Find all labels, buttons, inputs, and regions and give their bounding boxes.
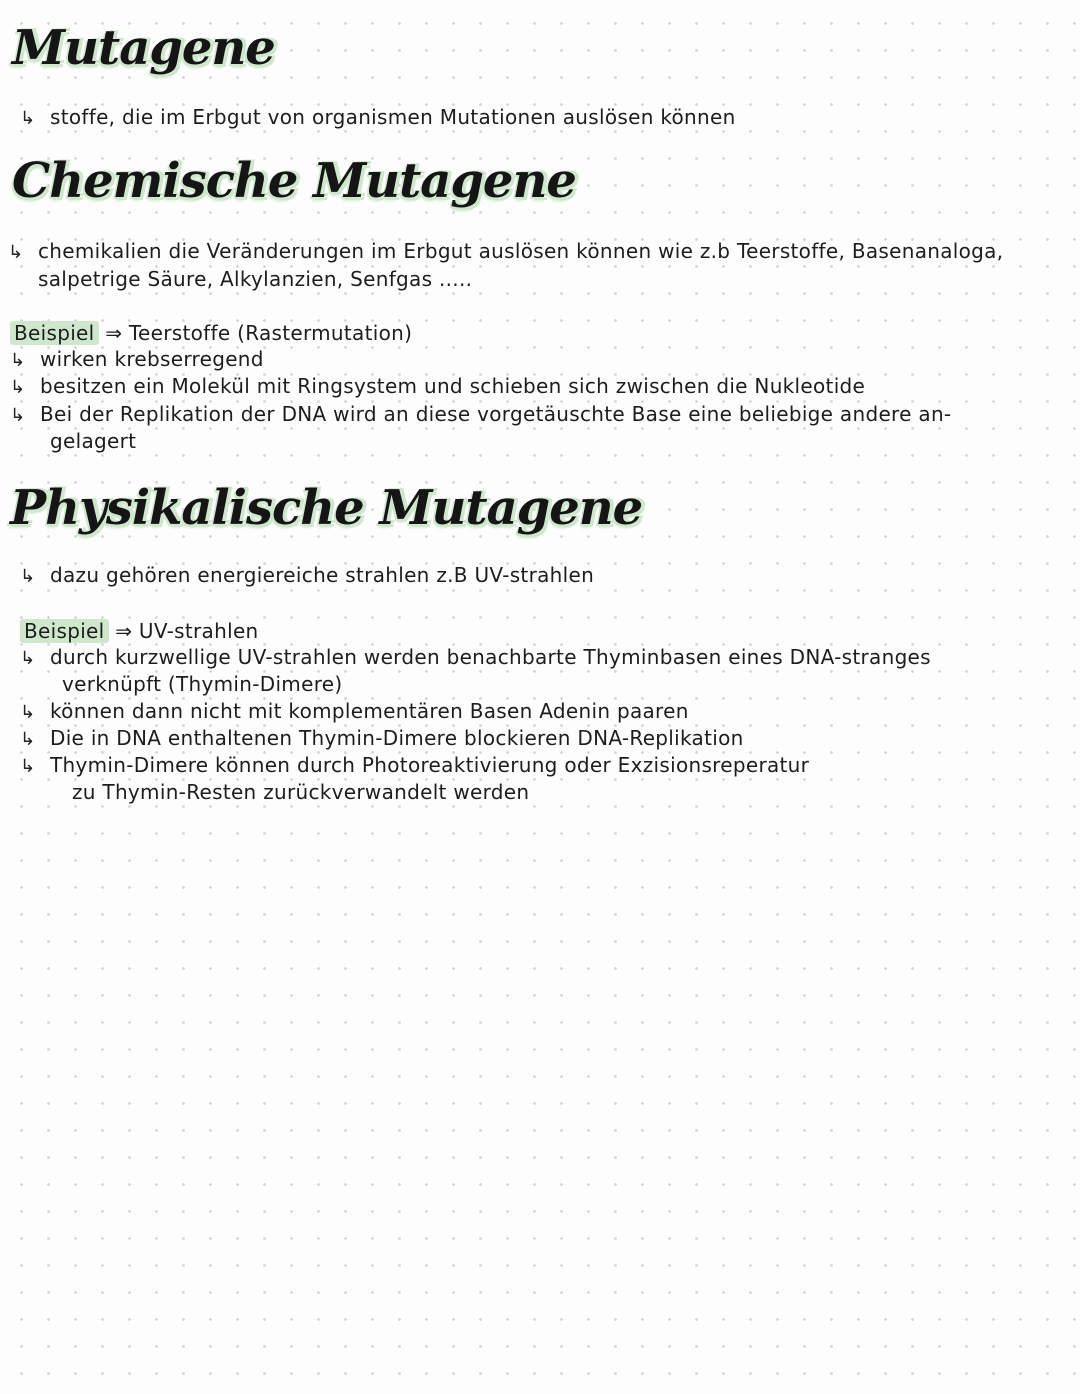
arrow-bullet-icon: ↳ xyxy=(8,242,24,263)
arrow-bullet-icon: ↳ xyxy=(20,729,36,750)
arrow-bullet-icon: ↳ xyxy=(10,350,26,371)
chem-intro-line-2: salpetrige Säure, Alkylanzien, Senfgas ..... xyxy=(38,267,473,291)
definition-line: ↳ stoffe, die im Erbgut von organismen Mutationen auslösen können xyxy=(20,104,736,132)
phys-point-4a: ↳ Thymin-Dimere können durch Photoreaktivierung oder Exzisionsreperatur xyxy=(20,752,809,780)
arrow-bullet-icon: ↳ xyxy=(10,377,26,398)
arrow-bullet-icon: ↳ xyxy=(20,702,36,723)
example-label: Beispiel xyxy=(20,619,109,643)
arrow-bullet-icon: ↳ xyxy=(10,405,26,426)
heading-mutagene: Mutagene xyxy=(12,20,275,76)
chem-point-1: ↳ wirken krebserregend xyxy=(10,346,264,374)
arrow-bullet-icon: ↳ xyxy=(20,566,36,587)
chem-example-line: Beispiel ⇒ Teerstoffe (Rastermutation) xyxy=(10,320,412,347)
heading-chemische-mutagene: Chemische Mutagene xyxy=(12,153,576,209)
chem-point-3b: gelagert xyxy=(50,429,137,453)
chem-intro-line-1: ↳ chemikalien die Veränderungen im Erbgut auslösen können wie z.b Teerstoffe, Basenanaloga, xyxy=(8,238,1003,266)
phys-point-1b: verknüpft (Thymin-Dimere) xyxy=(62,672,343,696)
phys-example-line: Beispiel ⇒ UV-strahlen xyxy=(20,618,259,645)
phys-point-3: ↳ Die in DNA enthaltenen Thymin-Dimere blockieren DNA-Replikation xyxy=(20,725,744,753)
arrow-bullet-icon: ↳ xyxy=(20,648,36,669)
phys-point-2: ↳ können dann nicht mit komplementären Basen Adenin paaren xyxy=(20,698,689,726)
phys-point-4b: zu Thymin-Resten zurückverwandelt werden xyxy=(72,780,530,804)
heading-physikalische-mutagene: Physikalische Mutagene xyxy=(10,480,643,536)
chem-point-2: ↳ besitzen ein Molekül mit Ringsystem und schieben sich zwischen die Nukleotide xyxy=(10,373,865,401)
example-label: Beispiel xyxy=(10,321,99,345)
phys-intro-line: ↳ dazu gehören energiereiche strahlen z.B UV-strahlen xyxy=(20,562,594,590)
phys-point-1a: ↳ durch kurzwellige UV-strahlen werden benachbarte Thyminbasen eines DNA-stranges xyxy=(20,644,931,672)
chem-point-3a: ↳ Bei der Replikation der DNA wird an diese vorgetäuschte Base eine beliebige andere an- xyxy=(10,401,951,429)
arrow-bullet-icon: ↳ xyxy=(20,756,36,777)
arrow-bullet-icon: ↳ xyxy=(20,108,36,129)
